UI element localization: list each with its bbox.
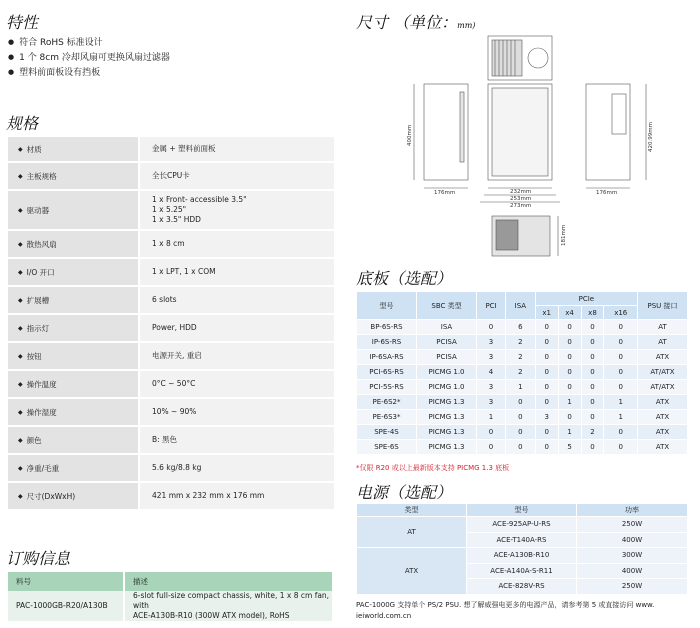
table-cell: 0 [535,425,558,440]
table-cell: 0 [558,335,581,350]
spec-row [8,343,334,371]
table-cell: 1 [604,395,638,410]
table-cell: AT/ATX [638,365,688,380]
spec-value-line: 金属 + 塑料前面板 [152,144,216,153]
spec-row [8,399,334,427]
table-cell: 3 [477,395,506,410]
spec-row [8,287,334,315]
backplane-note: *仅限 R20 或以上最新版本支持 PICMG 1.3 底板 [356,464,510,472]
spec-value [140,343,334,369]
table-cell: ATX [638,395,688,410]
table-cell: 0 [535,395,558,410]
spec-value-line: B: 黑色 [152,435,178,444]
ordering-title: 订购信息 [6,549,71,568]
table-cell: 0 [535,380,558,395]
spec-key: ◆ 颜色 [8,427,138,453]
table-cell: 1 [558,395,581,410]
table-cell: PCI-6S-RS [357,365,417,380]
psu-type-cell: ATX [357,548,467,595]
bp-col-sbc: SBC 类型 [417,292,477,320]
table-cell: 0 [604,350,638,365]
table-cell: IP-6S-RS [357,335,417,350]
table-cell: PICMG 1.0 [417,380,477,395]
table-row [357,440,688,455]
table-cell: 0 [604,320,638,335]
dim-w176b: 176mm [596,190,618,196]
psu-title: 电源（选配） [356,483,453,502]
list-item: ● 1 个 8cm 冷却风扇可更换风扇过滤器 [8,51,338,66]
spec-key: ◆ 主板规格 [8,163,138,189]
spec-value [140,231,334,257]
table-cell: 0 [506,440,536,455]
table-cell: 1 [558,425,581,440]
spec-value-line: 5.6 kg/8.8 kg [152,463,202,472]
table-cell: PICMG 1.0 [417,365,477,380]
features-list [8,36,338,81]
spec-row [8,315,334,343]
spec-key: ◆ 散热风扇 [8,231,138,257]
spec-value-line: 421 mm x 232 mm x 176 mm [152,491,265,500]
table-cell: 0 [477,320,506,335]
dim-h400: 400mm [407,124,413,146]
spec-row [8,163,334,191]
spec-value-line: 1 x LPT, 1 x COM [152,267,216,276]
table-cell: PE-6S3* [357,410,417,425]
table-cell: 3 [477,350,506,365]
table-cell: 0 [581,410,604,425]
table-cell: 0 [506,425,536,440]
table-cell: ACE-828V-RS [467,579,577,595]
spec-value [140,191,334,229]
spec-value-line: 1 x 5.25" [152,205,187,214]
spec-key: ◆ 尺寸(DxWxH) [8,483,138,509]
order-model: PAC-1000GB-R20/A130B [8,591,124,621]
psu-footnote-line: PAC-1000G 支持单个 PS/2 PSU. 想了解威强电更多的电源产品，请参考第 5 或直接访问 www. [356,601,655,609]
table-cell: 3 [477,335,506,350]
table-cell: ATX [638,410,688,425]
table-cell: PCI-5S-RS [357,380,417,395]
spec-value [140,259,334,285]
table-cell: 0 [558,410,581,425]
spec-value-line: 1 x 3.5" HDD [152,215,201,224]
table-cell: 0 [535,365,558,380]
table-cell: ATX [638,425,688,440]
table-cell: 2 [506,335,536,350]
dimensions-title-text: 尺寸 [356,13,389,32]
bp-col-psu: PSU 接口 [638,292,688,320]
table-cell: 3 [477,380,506,395]
spec-value [140,399,334,425]
table-cell: 0 [535,440,558,455]
table-cell: ACE-T140A-RS [467,532,577,548]
spec-value-line: 1 x 8 cm [152,239,185,248]
bp-col-isa: ISA [506,292,536,320]
table-cell: 0 [558,350,581,365]
table-cell: 0 [581,380,604,395]
table-cell: 4 [477,365,506,380]
table-cell: ATX [638,350,688,365]
table-cell: 400W [577,532,688,548]
features-title: 特性 [6,13,39,32]
spec-row [8,137,334,163]
spec-row [8,191,334,231]
table-cell: 2 [506,350,536,365]
side-view-right [586,84,630,180]
order-desc [124,591,333,621]
dim-w273: 273mm [510,203,532,209]
spec-row [8,371,334,399]
table-cell: 0 [535,335,558,350]
spec-value [140,137,334,161]
table-row [357,548,688,564]
table-cell: 300W [577,548,688,564]
table-cell: 2 [581,425,604,440]
table-row [357,365,688,380]
table-cell: PICMG 1.3 [417,395,477,410]
table-cell: 0 [604,380,638,395]
dimension-drawing [400,34,696,264]
psu-footnote [356,600,698,622]
bp-col-x16: x16 [604,306,638,320]
spec-key: ◆ 净重/毛重 [8,455,138,481]
table-cell: 0 [558,365,581,380]
spec-row [8,231,334,259]
spec-key: ◆ I/O 开口 [8,259,138,285]
table-cell: 0 [477,425,506,440]
table-cell: 0 [581,335,604,350]
spec-value-line: 电源开关, 重启 [152,351,202,360]
bp-col-x1: x1 [535,306,558,320]
table-cell: 0 [581,395,604,410]
table-cell: PICMG 1.3 [417,410,477,425]
table-cell: 0 [581,365,604,380]
dim-w232: 232mm [510,189,532,195]
psu-footnote-line: ieiworld.com.cn [356,612,412,620]
table-cell: 0 [604,440,638,455]
spec-value [140,371,334,397]
table-cell: 0 [477,440,506,455]
spec-value-line: Power, HDD [152,323,197,332]
table-cell: 0 [604,335,638,350]
table-cell: 1 [477,410,506,425]
dimensions-title [356,10,475,33]
table-cell: AT/ATX [638,380,688,395]
spec-value [140,455,334,481]
table-cell: 0 [535,350,558,365]
spec-key: ◆ 驱动器 [8,191,138,229]
spec-key: ◆ 材质 [8,137,138,161]
spec-value-line: 10% ~ 90% [152,407,197,416]
table-row [357,425,688,440]
table-row [357,380,688,395]
psu-type-cell: AT [357,517,467,548]
psu-table [356,503,688,595]
spec-key: ◆ 按钮 [8,343,138,369]
spec-value-line: 0°C ~ 50°C [152,379,196,388]
table-cell: 400W [577,563,688,579]
table-cell: 0 [506,410,536,425]
table-cell: 0 [581,320,604,335]
table-cell: ATX [638,440,688,455]
dim-h181: 181mm [561,224,567,246]
table-cell: PE-6S2* [357,395,417,410]
table-cell: 0 [604,365,638,380]
bp-col-pcie: PCIe [535,292,637,306]
table-cell: 1 [506,380,536,395]
table-cell: AT [638,335,688,350]
specs-title: 规格 [6,114,39,133]
table-cell: 6 [506,320,536,335]
table-row [357,395,688,410]
spec-value-line: 6 slots [152,295,177,304]
spec-value-line: 全长CPU卡 [152,171,190,180]
table-cell: PICMG 1.3 [417,440,477,455]
table-cell: 0 [604,425,638,440]
table-cell: IP-6SA-RS [357,350,417,365]
bp-col-x4: x4 [558,306,581,320]
spec-row [8,259,334,287]
table-cell: ACE-A140A-S-R11 [467,563,577,579]
table-cell: 0 [558,320,581,335]
table-cell: PCISA [417,335,477,350]
psu-col-type: 类型 [357,504,467,517]
order-desc-line: 6-slot full-size compact chassis, white, 1 x 8 cm fan, with [133,591,330,610]
dim-w176a: 176mm [434,190,456,196]
dim-w253: 253mm [510,196,532,202]
table-row [357,335,688,350]
dimensions-unit: （单位： [393,13,458,32]
col-model: 料号 [8,572,124,591]
dim-h420: 420.99mm [648,122,654,152]
table-cell: 0 [506,395,536,410]
spec-key: ◆ 扩展槽 [8,287,138,313]
table-cell: ACE-A130B-R10 [467,548,577,564]
list-item: ● 符合 RoHS 标准设计 [8,36,338,51]
list-item: ● 塑料前面板设有挡板 [8,66,338,81]
table-cell: 250W [577,579,688,595]
spec-row [8,427,334,455]
table-row [357,350,688,365]
col-desc: 描述 [124,572,333,591]
table-cell: 0 [535,320,558,335]
table-cell: SPE-6S [357,440,417,455]
spec-value [140,315,334,341]
table-cell: PICMG 1.3 [417,425,477,440]
spec-value [140,287,334,313]
table-row [357,517,688,533]
bp-col-pci: PCI [477,292,506,320]
table-cell: 5 [558,440,581,455]
spec-key: ◆ 操作湿度 [8,399,138,425]
ordering-table [8,572,334,621]
table-cell: 0 [558,380,581,395]
spec-table [8,137,334,511]
bp-col-model: 型号 [357,292,417,320]
spec-value [140,483,334,509]
table-cell: BP-6S-RS [357,320,417,335]
spec-key: ◆ 操作温度 [8,371,138,397]
order-desc-line: ACE-A130B-R10 (300W ATX model), RoHS [133,611,290,620]
spec-key: ◆ 指示灯 [8,315,138,341]
table-cell: ACE-925AP-U-RS [467,517,577,533]
spec-row [8,483,334,511]
table-row [357,410,688,425]
table-cell: 0 [581,440,604,455]
backplane-table [356,291,688,455]
table-cell: 0 [581,350,604,365]
spec-value-line: 1 x Front- accessible 3.5" [152,195,247,204]
table-cell: SPE-4S [357,425,417,440]
table-cell: ISA [417,320,477,335]
spec-row [8,455,334,483]
dimensions-unit-small: mm) [457,21,476,30]
spec-value [140,427,334,453]
table-cell: 1 [604,410,638,425]
table-cell: 3 [535,410,558,425]
psu-col-power: 功率 [577,504,688,517]
table-cell: 250W [577,517,688,533]
table-cell: AT [638,320,688,335]
backplane-title: 底板（选配） [356,269,453,288]
table-row [357,320,688,335]
spec-value [140,163,334,189]
table-cell: PCISA [417,350,477,365]
bp-col-x8: x8 [581,306,604,320]
table-cell: 2 [506,365,536,380]
psu-col-model: 型号 [467,504,577,517]
